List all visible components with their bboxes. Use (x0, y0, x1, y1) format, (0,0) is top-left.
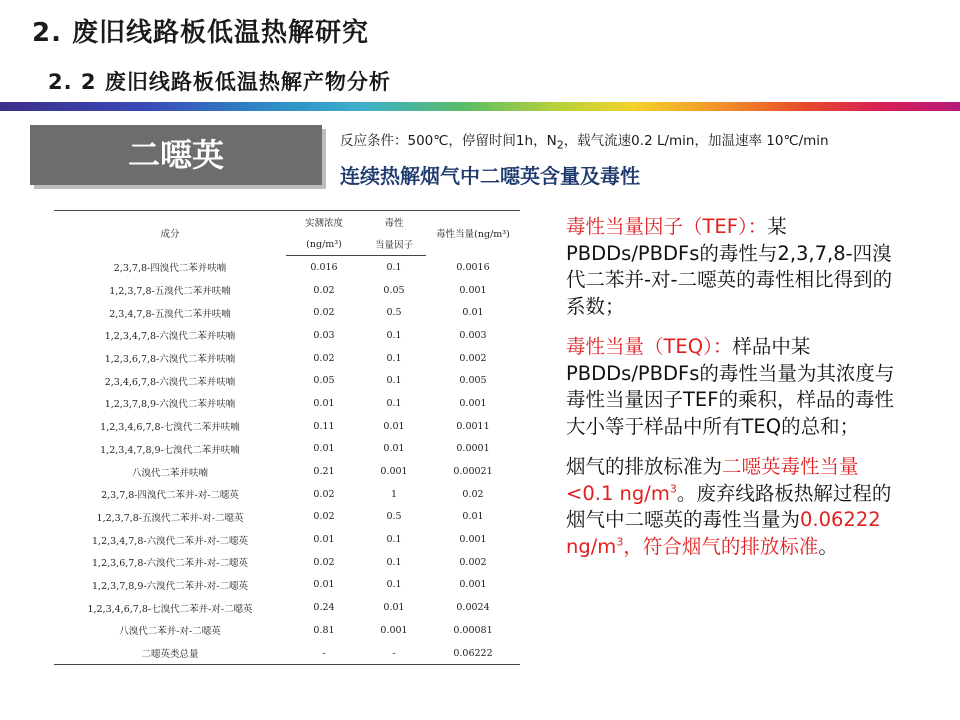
table-row (54, 347, 520, 370)
cell-tef: 0.5 (386, 307, 402, 319)
table-row (54, 551, 520, 574)
table-row (54, 392, 520, 415)
cell-concentration: 0.03 (313, 329, 335, 341)
conditions-part2: ，载气流速0.2 L/min，加温速率 10℃/min (563, 133, 829, 149)
cell-tef: 0.1 (386, 352, 402, 364)
cell-concentration: 0.02 (313, 511, 335, 523)
cell-teq: 0.001 (459, 534, 487, 546)
cell-component: 2,3,7,8-四溴代二苯并-对-二噁英 (101, 490, 239, 502)
cell-teq: 0.001 (459, 397, 487, 409)
table-row (54, 619, 520, 642)
table-row (54, 256, 520, 279)
cell-concentration: 0.016 (310, 261, 338, 273)
cell-teq: 0.00081 (453, 624, 493, 636)
table-row (54, 642, 520, 665)
cell-component: 1,2,3,4,7,8,9-七溴代二苯并呋喃 (100, 444, 240, 456)
section-label: 二噁英 (127, 136, 224, 174)
cell-component: 1,2,3,6,7,8-六溴代二苯并-对-二噁英 (92, 558, 248, 570)
cell-teq: 0.0016 (456, 261, 490, 273)
standard-text-3: 。 (818, 534, 838, 558)
cell-concentration: 0.21 (313, 466, 335, 478)
cell-tef: 0.01 (383, 443, 405, 455)
cell-component: 1,2,3,4,7,8-六溴代二苯并-对-二噁英 (92, 535, 248, 547)
table-body (54, 256, 520, 665)
cell-component: 八溴代二苯并-对-二噁英 (119, 626, 221, 638)
cell-component: 1,2,3,7,8,9-六溴代二苯并呋喃 (104, 399, 236, 411)
cell-tef: 0.001 (380, 624, 408, 636)
standard-limit-sup: 3 (669, 482, 677, 495)
cell-concentration: 0.81 (313, 624, 335, 636)
header-tef-line2: 当量因子 (362, 233, 426, 256)
cell-teq: 0.005 (459, 375, 487, 387)
cell-component: 1,2,3,4,6,7,8-七溴代二苯并呋喃 (100, 422, 240, 434)
table-row (54, 301, 520, 324)
teq-term: 毒性当量（TEQ）： (566, 335, 733, 358)
cell-tef: 1 (390, 488, 398, 500)
standard-limit-value: 二噁英毒性当量<0.1 ng/m (566, 455, 859, 505)
table-header-row (54, 211, 520, 234)
page-title: 2. 废旧线路板低温热解研究 (32, 18, 370, 48)
cell-concentration: 0.01 (313, 534, 335, 546)
cell-teq: 0.01 (462, 307, 484, 319)
cell-concentration: 0.01 (313, 443, 335, 455)
cell-teq: 0.0001 (456, 443, 490, 455)
cell-tef: 0.1 (386, 534, 402, 546)
table-subheading: 连续热解烟气中二噁英含量及毒性 (340, 164, 640, 188)
table-row (54, 574, 520, 597)
cell-concentration: - (286, 642, 362, 665)
cell-component: 1,2,3,6,7,8-六溴代二苯并呋喃 (104, 354, 236, 366)
cell-tef: 0.01 (383, 602, 405, 614)
cell-tef: 0.05 (383, 284, 405, 296)
cell-tef: 0.5 (386, 511, 402, 523)
header-concentration-unit: (ng/m³) (286, 233, 362, 256)
table-row (54, 438, 520, 461)
tef-definition (566, 214, 896, 320)
cell-concentration: 0.01 (313, 579, 335, 591)
tef-term: 毒性当量因子（TEF）： (566, 215, 768, 238)
cell-component: 1,2,3,7,8,9-六溴代二苯并-对-二噁英 (92, 580, 248, 592)
cell-teq: 0.06222 (426, 642, 520, 665)
page-subtitle: 2. 2 废旧线路板低温热解产物分析 (48, 70, 391, 94)
header-component: 成分 (160, 229, 180, 241)
cell-teq: 0.001 (459, 284, 487, 296)
table-row (54, 460, 520, 483)
cell-teq: 0.001 (459, 579, 487, 591)
cell-component: 1,2,3,7,8-五溴代二苯并-对-二噁英 (96, 512, 244, 524)
cell-concentration: 0.01 (313, 397, 335, 409)
cell-concentration: 0.02 (313, 352, 335, 364)
cell-concentration: 0.02 (313, 284, 335, 296)
tef-text: 某PBDDs/PBDFs的毒性与2,3,7,8-四溴代二苯并-对-二噁英的毒性相比得到的系数； (566, 215, 893, 318)
cell-component: 2,3,4,7,8-五溴代二苯并呋喃 (109, 308, 231, 320)
cell-tef: 0.1 (386, 556, 402, 568)
cell-tef: 0.1 (386, 375, 402, 387)
cell-concentration: 0.02 (313, 307, 335, 319)
table-row (54, 369, 520, 392)
dioxin-table-container (54, 210, 520, 666)
cell-teq: 0.0011 (456, 420, 490, 432)
header-tef: 毒性 (384, 218, 404, 229)
reaction-conditions (340, 129, 829, 152)
standard-text-1: 烟气的排放标准为 (566, 455, 723, 478)
cell-tef: 0.001 (380, 466, 408, 478)
table-row (54, 279, 520, 302)
cell-tef: 0.1 (386, 261, 402, 273)
compliance-text: ，符合烟气的排放标准 (623, 534, 819, 558)
table-row (54, 415, 520, 438)
cell-component: 八溴代二苯并呋喃 (131, 467, 208, 479)
cell-teq: 0.00021 (453, 466, 493, 478)
table-row (54, 596, 520, 619)
conditions-subscript: 2 (556, 138, 564, 152)
table-row (54, 483, 520, 506)
header-concentration: 实测浓度 (304, 218, 343, 229)
rainbow-divider (0, 102, 960, 111)
cell-tef: - (362, 642, 426, 665)
cell-teq: 0.01 (462, 511, 484, 523)
cell-tef: 0.1 (386, 579, 402, 591)
cell-concentration: 0.05 (313, 375, 335, 387)
cell-component: 1,2,3,4,7,8-六溴代二苯并呋喃 (104, 331, 236, 343)
cell-teq: 0.02 (462, 488, 484, 500)
cell-component: 2,3,7,8-四溴代二苯并呋喃 (113, 263, 227, 275)
measured-teq-value: 0.06222 ng/m (566, 508, 881, 558)
cell-teq: 0.002 (459, 352, 487, 364)
cell-concentration: 0.02 (313, 488, 335, 500)
cell-tef: 0.1 (386, 329, 402, 341)
cell-concentration: 0.02 (313, 556, 335, 568)
cell-tef: 0.1 (386, 397, 402, 409)
table-row (54, 506, 520, 529)
cell-tef: 0.01 (383, 420, 405, 432)
cell-component: 2,3,4,6,7,8-六溴代二苯并呋喃 (104, 376, 236, 388)
cell-teq: 0.003 (459, 329, 487, 341)
cell-concentration: 0.11 (313, 420, 335, 432)
cell-component: 1,2,3,7,8-五溴代二苯并呋喃 (109, 286, 231, 298)
teq-definition (566, 334, 896, 440)
cell-component: 二噁英类总量 (54, 642, 286, 665)
header-teq: 毒性当量(ng/m³) (436, 229, 510, 241)
conditions-part1: 反应条件：500℃，停留时间1h，N (340, 133, 557, 149)
cell-component: 1,2,3,4,6,7,8-七溴代二苯并-对-二噁英 (87, 603, 253, 615)
emission-standard (566, 454, 896, 560)
table-row (54, 528, 520, 551)
table-row (54, 324, 520, 347)
cell-teq: 0.002 (459, 556, 487, 568)
cell-concentration: 0.24 (313, 602, 335, 614)
section-label-box (30, 125, 322, 185)
teq-text: 样品中某PBDDs/PBDFs的毒性当量为其浓度与毒性当量因子TEF的乘积，样品的毒性大小等于样品中所有TEQ的总和； (566, 335, 895, 438)
measured-teq-sup: 3 (616, 535, 624, 548)
explanation-panel (566, 214, 896, 574)
dioxin-table (54, 210, 520, 665)
standard-text-2: 。废弃线路板热解过程的烟气中二噁英的毒性当量为 (566, 481, 892, 531)
cell-teq: 0.0024 (456, 602, 490, 614)
